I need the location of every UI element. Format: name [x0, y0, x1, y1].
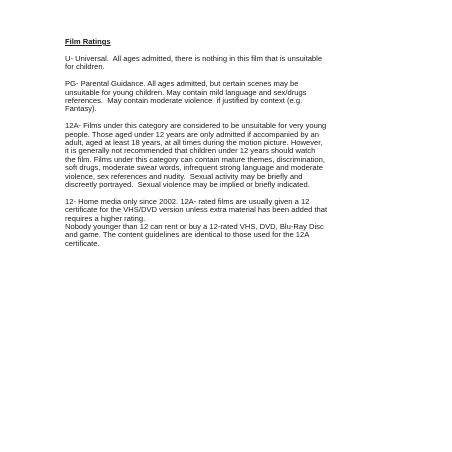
- paragraph-line: certificate for the VHS/DVD version unless extra material has been added that: [65, 205, 328, 215]
- paragraph-line: soft drugs, moderate swear words, infrequent strong language and moderate: [65, 163, 323, 173]
- paragraph-line: PG- Parental Guidance. All ages admitted, but certain scenes may be: [65, 79, 299, 89]
- paragraph-line: violence, sex references and nudity. Sexual activity may be briefly and: [65, 171, 303, 181]
- paragraph-line: people. Those aged under 12 years are only admitted if accompanied by an: [65, 129, 319, 139]
- paragraph-line: 12- Home media only since 2002. 12A- rated films are usually given a 12: [65, 196, 310, 206]
- paragraph-line: unsuitable for young children. May contain mild language and sex/drugs: [65, 87, 307, 97]
- paragraph-pg-rating: [65, 80, 410, 114]
- paragraph-line: requires a higher rating.: [65, 213, 146, 223]
- paragraph-line: it is generally not recommended that children under 12 years should watch: [65, 146, 316, 156]
- paragraph-12a-rating: [65, 122, 410, 189]
- document-title: Film Ratings: [65, 37, 111, 46]
- paragraph-line: and game. The content guidelines are identical to those used for the 12A: [65, 230, 310, 240]
- paragraph-line: certificate.: [65, 238, 100, 248]
- paragraph-line: discreetly portrayed. Sexual violence may be implied or briefly indicated.: [65, 179, 310, 189]
- paragraph-line: adult, aged at least 18 years, at all times during the motion picture. However,: [65, 137, 323, 147]
- paragraph-line: U- Universal. All ages admitted, there is nothing in this film that is unsuitable: [65, 53, 323, 63]
- paragraph-line: the film. Films under this category can contain mature themes, discrimination,: [65, 154, 325, 164]
- paragraph-line: 12A- Films under this category are considered to be unsuitable for very young: [65, 121, 327, 131]
- paragraph-u-rating: [65, 55, 410, 72]
- paragraph-line: for children.: [65, 62, 105, 72]
- paragraph-line: references. May contain moderate violence if justified by context (e.g.: [65, 95, 303, 105]
- document-body: [65, 38, 410, 257]
- paragraph-line: Nobody younger than 12 can rent or buy a 12-rated VHS, DVD, Blu-Ray Disc: [65, 221, 324, 231]
- paragraph-line: Fantasy).: [65, 104, 97, 114]
- paragraph-12-rating: [65, 198, 410, 248]
